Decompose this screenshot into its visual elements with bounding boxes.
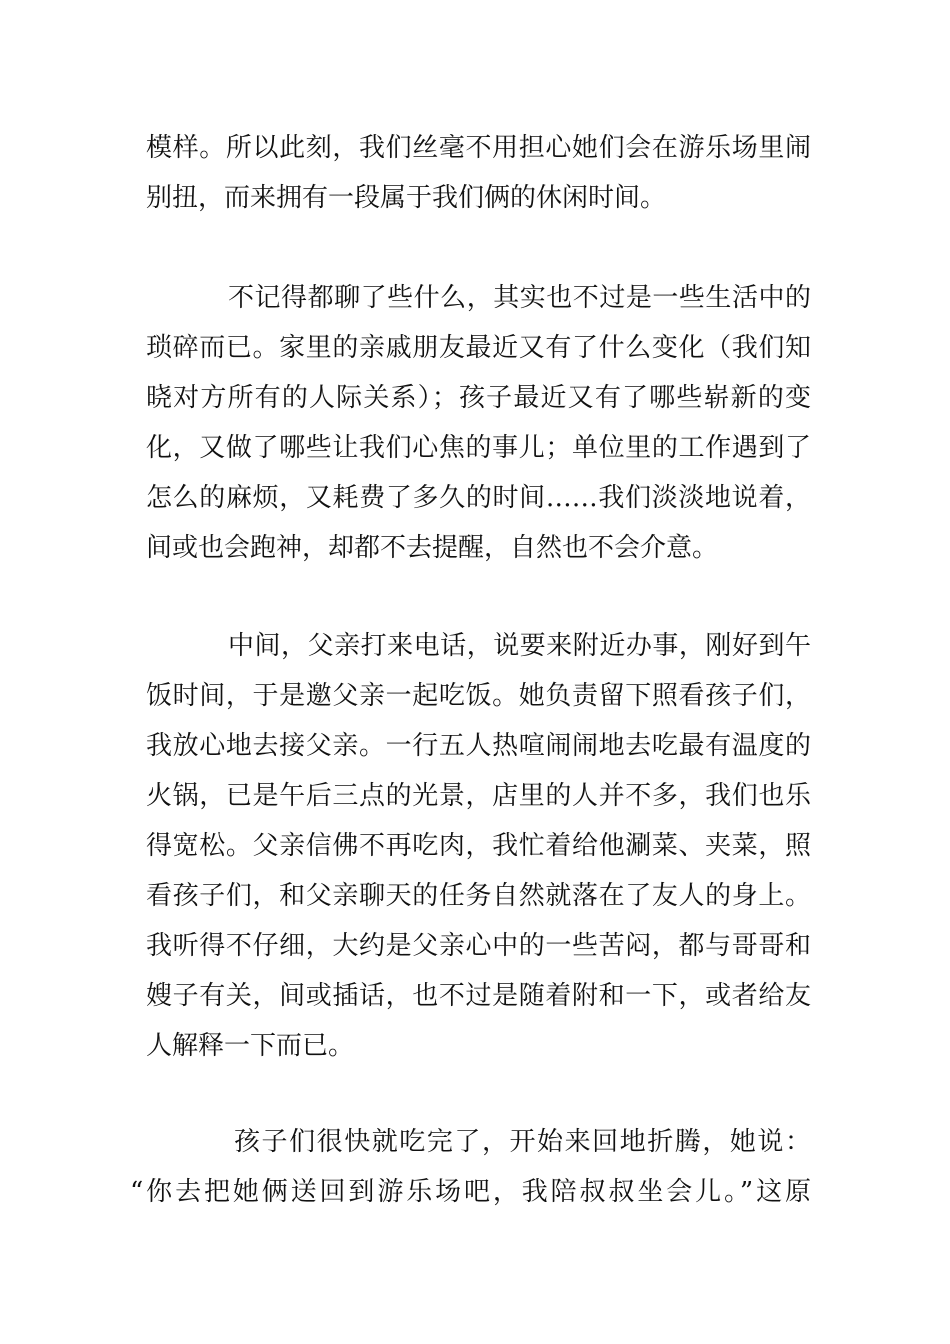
text-line: 我听得不仔细，大约是父亲心中的一些苦闷，都与哥哥和: [146, 931, 811, 961]
text-line: “你去把她俩送回到游乐场吧，我陪叔叔坐会儿。”这原: [130, 1177, 811, 1207]
text-line: 得宽松。父亲信佛不再吃肉，我忙着给他涮菜、夹菜，照: [146, 831, 811, 861]
paragraph-4: [130, 1117, 811, 1217]
text-line: 不记得都聊了些什么，其实也不过是一些生活中的: [228, 283, 811, 313]
text-line: 中间，父亲打来电话，说要来附近办事，刚好到午: [228, 631, 811, 661]
text-line: 琐碎而已。家里的亲戚朋友最近又有了什么变化（我们知: [146, 333, 811, 363]
paragraph-1: [146, 123, 811, 223]
text-line: 模样。所以此刻，我们丝毫不用担心她们会在游乐场里闹: [146, 133, 811, 163]
text-line: 怎么的麻烦，又耗费了多久的时间……我们淡淡地说着，: [146, 483, 811, 513]
text-line: 化，又做了哪些让我们心焦的事儿；单位里的工作遇到了: [146, 433, 811, 463]
paragraph-3: [146, 621, 811, 1071]
text-line: 看孩子们，和父亲聊天的任务自然就落在了友人的身上。: [146, 881, 811, 911]
text-line: 人解释一下而已。: [146, 1031, 355, 1061]
text-line: 间或也会跑神，却都不去提醒，自然也不会介意。: [146, 533, 719, 563]
text-line: 别扭，而来拥有一段属于我们俩的休闲时间。: [146, 183, 667, 213]
text-line: 孩子们很快就吃完了，开始来回地折腾，她说：: [234, 1127, 811, 1157]
text-line: 我放心地去接父亲。一行五人热喧闹闹地去吃最有温度的: [146, 731, 811, 761]
text-line: 晓对方所有的人际关系）；孩子最近又有了哪些崭新的变: [146, 383, 811, 413]
text-line: 火锅，已是午后三点的光景，店里的人并不多，我们也乐: [146, 781, 811, 811]
text-line: 饭时间，于是邀父亲一起吃饭。她负责留下照看孩子们，: [146, 681, 811, 711]
text-line: 嫂子有关，间或插话，也不过是随着附和一下，或者给友: [146, 981, 811, 1011]
paragraph-2: [146, 273, 811, 573]
